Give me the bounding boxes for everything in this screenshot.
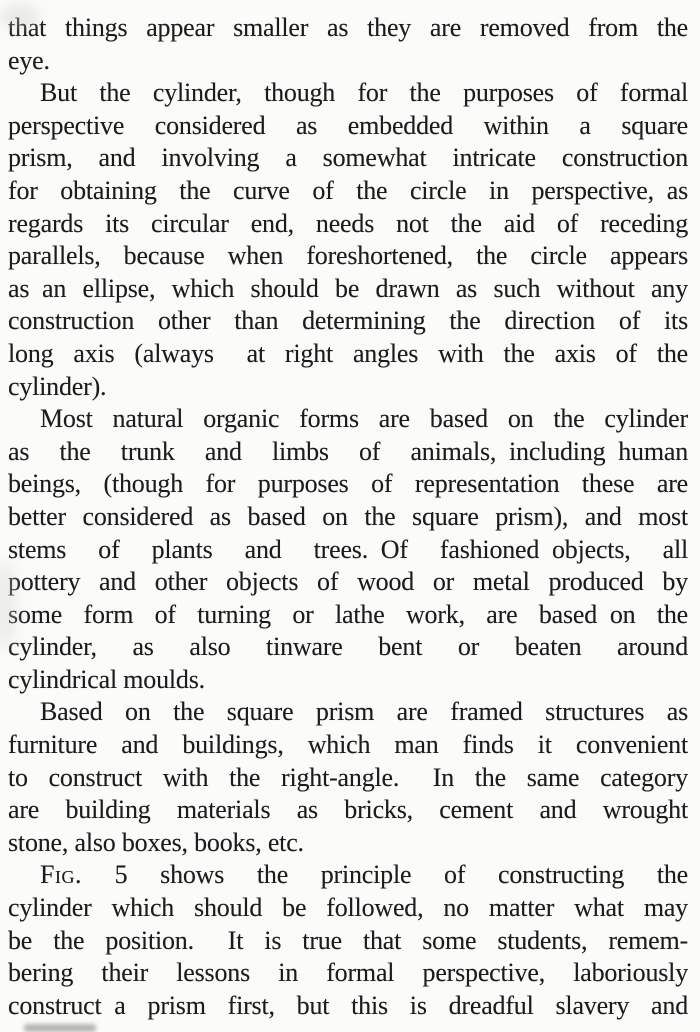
text-line: as the trunk and limbs of animals, including human [8, 436, 688, 466]
text-line: be the position. It is true that some students, remem- [8, 925, 688, 955]
text-line: Most natural organic forms are based on the cylinder [40, 404, 688, 434]
text-line: perspective considered as embedded within a square [8, 110, 688, 140]
text-line: But the cylinder, though for the purposes of formal [40, 78, 688, 108]
text-line: bering their lessons in formal perspective, laboriously [8, 958, 688, 988]
text-line: cylinder which should be followed, no matter what may [8, 893, 688, 923]
text-line: cylinder, as also tinware bent or beaten around [8, 632, 688, 662]
text-line: better considered as based on the square prism), and most [8, 501, 688, 531]
text-line: to construct with the right-angle. In the same category [8, 762, 688, 792]
text-line: beings, (though for purposes of representation these are [8, 469, 688, 499]
text-line: construction other than determining the direction of its [8, 306, 688, 336]
text-line: prism, and involving a somewhat intricate construction [8, 143, 688, 173]
text-line: parallels, because when foreshortened, the circle appears [8, 241, 688, 271]
text-line: are building materials as bricks, cement and wrought [8, 795, 688, 825]
text-line: as an ellipse, which should be drawn as such without any [8, 273, 688, 303]
text-line: construct a prism first, but this is dreadful slavery and [8, 990, 688, 1020]
text-line: Based on the square prism are framed structures as [40, 697, 688, 727]
text-line [8, 859, 688, 892]
text-line: for obtaining the curve of the circle in perspective, as [8, 175, 688, 205]
text-line: cylinder). [8, 371, 107, 401]
text-line: long axis (always at right angles with the axis of the [8, 338, 688, 368]
text-line: stone, also boxes, books, etc. [8, 827, 304, 857]
figure-reference-text: 5 shows the principle of constructing the [81, 860, 688, 890]
text-line: stems of plants and trees. Of fashioned objects, all [8, 534, 688, 564]
text-line: eye. [8, 45, 50, 75]
text-line: regards its circular end, needs not the aid of receding [8, 208, 688, 238]
text-line: some form of turning or lathe work, are based on the [8, 599, 688, 629]
text-line: pottery and other objects of wood or metal produced by [8, 567, 688, 597]
figure-reference: Fig. [40, 860, 82, 890]
text-line: cylindrical moulds. [8, 664, 205, 694]
text-line: furniture and buildings, which man finds it convenient [8, 730, 688, 760]
text-line: that things appear smaller as they are removed from the [8, 13, 688, 42]
